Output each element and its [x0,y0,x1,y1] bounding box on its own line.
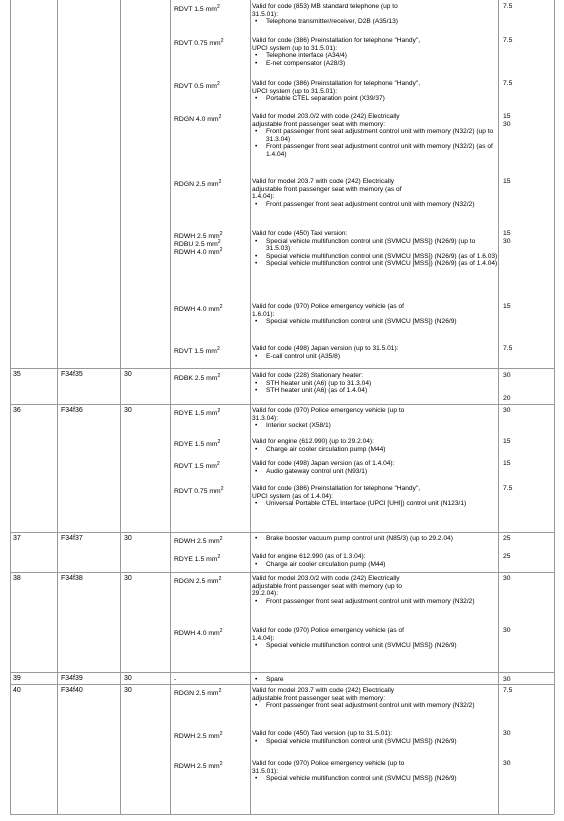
fuse-rating: 30 [124,675,132,682]
consumer-amperage: 30 [503,760,511,767]
consumer-item: • Special vehicle multifunction control unit (SVMCU [MSS]) (N26/9) (as of 1.4.04) [252,260,498,268]
superscript: 2 [217,408,221,414]
wire-designation: RDVT 0.5 $mm^2$ [174,81,220,90]
validity-text: Valid for code (970) Police emergency vehicle (up to [252,407,405,414]
consumer-amperage: 30 [503,407,511,414]
fuse-rating: 30 [124,575,132,582]
consumer-description [252,575,498,605]
superscript: 2 [216,4,220,10]
consumer-description [252,113,498,159]
consumer-item: • Special vehicle multifunction control unit (SVMCU [MSS]) (N26/9) [252,775,498,783]
wire-designation: RDWH 4.0 $mm^2$ [174,304,223,313]
superscript: 2 [218,576,222,582]
superscript: 2 [219,247,223,253]
validity-text: Valid for code (450) Taxi version: [252,230,348,237]
consumer-item: • Special vehicle multifunction control unit (SVMCU [MSS]) (N26/9) [252,318,498,326]
consumer-description [252,80,498,103]
consumer-list [252,318,498,326]
validity-text: 1.4.04): [252,634,275,642]
fuse-rating: 30 [124,687,132,694]
consumer-list [252,535,498,543]
superscript: 2 [216,461,220,467]
consumer-item: • Spare [252,676,498,684]
consumer-item: • Charge air cooler circulation pump (M44) [252,561,498,569]
wire-designation: - [174,676,177,683]
consumer-amperage: 30 [503,121,511,128]
validity-text: Valid for engine 612.990 (as of 1.3.04): [252,553,366,560]
fuse-number: 39 [13,675,21,682]
validity-text: UPCI system (up to 31.5.01): [252,87,338,95]
validity-text: 1.6.01): [252,310,275,318]
row-separator [10,404,554,405]
consumer-description [252,485,498,508]
wire-designation: RDVT 0.75 $mm^2$ [174,486,224,495]
consumer-amperage: 15 [503,230,511,237]
validity-text: Valid for code (386) Preinstallation for telephone "Handy", [252,485,421,492]
consumer-item: • E-net compensator (A28/3) [252,60,498,68]
consumer-item: • Front passenger front seat adjustment control unit with memory (N32/2) (up to 31.3.04) [252,128,498,143]
consumer-item: • Special vehicle multifunction control unit (SVMCU [MSS]) (N26/9) [252,738,498,746]
validity-text: adjustable front passenger seat with memory (as of [252,185,402,193]
superscript: 2 [219,761,223,767]
consumer-list [252,676,498,684]
column-rule [170,0,171,814]
validity-text: Valid for engine (612.990) (up to 29.2.04): [252,438,374,445]
column-rule [57,0,58,814]
wire-designation: RDWH 2.5 $mm^2$ [174,231,223,240]
consumer-amperage: 25 [503,553,511,560]
validity-text: Valid for code (386) Preinstallation for telephone "Handy", [252,37,421,44]
consumer-amperage: 7.5 [503,80,513,87]
validity-text: 31.5.01): [252,10,279,18]
consumer-amperage: 30 [503,676,511,683]
validity-text: Valid for code (853) MB standard telephone (up to [252,3,398,10]
fuse-rating: 30 [124,371,132,378]
fuse-number: 40 [13,687,21,694]
consumer-description [252,730,498,745]
wire-designation: RDWH 2.5 $mm^2$ [174,761,223,770]
validity-text: UPCI system (as of 1.4.04): [252,492,333,500]
consumer-list [252,642,498,650]
column-rule [498,0,499,814]
consumer-list [252,468,498,476]
consumer-amperage: 25 [503,535,511,542]
wire-designation: RDWH 4.0 $mm^2$ [174,247,223,256]
wire-designation: RDVT 1.5 $mm^2$ [174,461,220,470]
validity-text: Valid for code (970) Police emergency vehicle (as of [252,303,404,310]
consumer-amperage: 30 [503,575,511,582]
consumer-amperage: 7.5 [503,345,513,352]
consumer-description [252,438,498,453]
validity-text: adjustable front passenger seat with memory: [252,120,386,128]
fuse-number: 36 [13,407,21,414]
consumer-amperage: 20 [503,395,511,402]
fuse-rating: 30 [124,407,132,414]
wire-designation: RDVT 0.75 $mm^2$ [174,38,224,47]
consumer-list [252,52,498,67]
wire-designation: RDYE 1.5 $mm^2$ [174,408,221,417]
consumer-list [252,422,498,430]
fuse-designation: F34f40 [61,687,83,694]
consumer-list [252,353,498,361]
column-rule [10,0,11,814]
wire-designation: RDGN 4.0 $mm^2$ [174,114,222,123]
consumer-description [252,627,498,650]
consumer-amperage: 15 [503,303,511,310]
consumer-list [252,238,498,268]
consumer-description [252,303,498,326]
wire-designation: RDVT 1.5 $mm^2$ [174,4,220,13]
wire-designation: RDVT 1.5 $mm^2$ [174,346,220,355]
consumer-amperage: 15 [503,113,511,120]
column-rule [250,0,251,814]
consumer-item: • Front passenger front seat adjustment control unit with memory (N32/2) [252,702,498,710]
superscript: 2 [218,688,222,694]
validity-text: 31.3.04): [252,414,279,422]
validity-text: Valid for code (450) Taxi version (up to 31.5.01): [252,730,393,737]
superscript: 2 [219,304,223,310]
superscript: 2 [219,231,223,237]
consumer-amperage: 7.5 [503,37,513,44]
consumer-item: • Universal Portable CTEL Interface (UPCI [UHI]) control unit (N123/1) [252,500,498,508]
consumer-item: • Telephone interface (A34/4) [252,52,498,60]
consumer-amperage: 7.5 [503,3,513,10]
consumer-description [252,535,498,543]
validity-text: Valid for code (498) Japan version (up to 31.5.01): [252,345,399,352]
consumer-list [252,380,498,395]
consumer-description [252,407,498,430]
consumer-item: • Interior socket (X58/1) [252,422,498,430]
superscript: 2 [220,38,224,44]
consumer-item: • Portable CTEL separation point (X39/37) [252,95,498,103]
consumer-list [252,738,498,746]
consumer-amperage: 7.5 [503,485,513,492]
consumer-item: • Special vehicle multifunction control unit (SVMCU [MSS]) (N26/9) [252,642,498,650]
consumer-list [252,598,498,606]
consumer-list [252,775,498,783]
superscript: 2 [219,628,223,634]
consumer-amperage: 15 [503,438,511,445]
validity-text: Valid for code (970) Police emergency vehicle (up to [252,760,405,767]
consumer-description [252,687,498,710]
consumer-list [252,201,498,209]
superscript: 2 [218,179,222,185]
row-separator [10,672,554,673]
validity-text: 29.2.04): [252,590,279,598]
column-rule [120,0,121,814]
wire-designation: RDBU 2.5 $mm^2$ [174,239,221,248]
consumer-list [252,95,498,103]
wire-designation: RDGN 2.5 $mm^2$ [174,688,222,697]
wire-designation: RDGN 2.5 $mm^2$ [174,179,222,188]
consumer-amperage: 30 [503,627,511,634]
validity-text: Valid for code (228) Stationary heater: [252,372,363,379]
fuse-number: 37 [13,535,21,542]
validity-text: adjustable front passenger seat with memory: [252,694,386,702]
row-separator [10,368,554,369]
fuse-designation: F34f36 [61,407,83,414]
fuse-designation: F34f39 [61,675,83,682]
validity-text: Valid for model 203.7 with code (242) Electrically [252,687,395,694]
validity-text: 1.4.04): [252,193,275,201]
wire-designation: RDWH 4.0 $mm^2$ [174,628,223,637]
row-separator [10,572,554,573]
superscript: 2 [217,239,221,245]
consumer-list [252,18,498,26]
validity-text: Valid for code (498) Japan version (as of 1.4.04): [252,460,395,467]
consumer-description [252,553,498,568]
consumer-amperage: 15 [503,460,511,467]
consumer-list [252,128,498,158]
superscript: 2 [217,554,221,560]
consumer-item: • STH heater unit (A6) (as of 1.4.04) [252,387,498,395]
fuse-designation: F34f38 [61,575,83,582]
consumer-item: • Front passenger front seat adjustment control unit with memory (N32/2) (as of 1.4.04) [252,143,498,158]
consumer-description [252,676,498,684]
consumer-amperage: 15 [503,178,511,185]
validity-text: 31.5.01): [252,767,279,775]
consumer-description [252,3,498,26]
wire-designation: RDWH 2.5 $mm^2$ [174,536,223,545]
column-rule [554,0,555,814]
wire-designation: RDBK 2.5 $mm^2$ [174,373,221,382]
consumer-list [252,561,498,569]
fuse-number: 38 [13,575,21,582]
consumer-list [252,702,498,710]
consumer-description [252,460,498,475]
row-separator [10,532,554,533]
consumer-description [252,372,498,395]
consumer-description [252,178,498,208]
consumer-amperage: 30 [503,730,511,737]
superscript: 2 [219,731,223,737]
validity-text: Valid for code (970) Police emergency vehicle (as of [252,627,404,634]
wire-designation: RDWH 2.5 $mm^2$ [174,731,223,740]
consumer-item: • Front passenger front seat adjustment control unit with memory (N32/2) [252,598,498,606]
consumer-amperage: 30 [503,238,511,245]
consumer-item: • Charge air cooler circulation pump (M44) [252,446,498,454]
fuse-number: 35 [13,371,21,378]
superscript: 2 [216,81,220,87]
consumer-list [252,500,498,508]
consumer-item: • Brake booster vacuum pump control unit (N85/3) (up to 29.2.04) [252,535,498,543]
wire-designation: RDYE 1.5 $mm^2$ [174,439,221,448]
consumer-item: • Front passenger front seat adjustment control unit with memory (N32/2) [252,201,498,209]
consumer-item: • Telephone transmitter/receiver, D2B (A35/13) [252,18,498,26]
validity-text: Valid for code (386) Preinstallation for telephone "Handy", [252,80,421,87]
consumer-item: • Audio gateway control unit (N93/1) [252,468,498,476]
consumer-description [252,37,498,67]
consumer-amperage: 30 [503,372,511,379]
consumer-description [252,760,498,783]
superscript: 2 [217,373,221,379]
consumer-list [252,446,498,454]
fuse-designation: F34f35 [61,371,83,378]
row-separator [10,684,554,685]
validity-text: UPCI system (up to 31.5.01): [252,44,338,52]
validity-text: Valid for model 203.0/2 with code (242) Electrically [252,575,400,582]
table-bottom-border [10,814,554,815]
superscript: 2 [217,439,221,445]
consumer-amperage: 7.5 [503,687,513,694]
fuse-rating: 30 [124,535,132,542]
superscript: 2 [216,346,220,352]
wire-designation: RDGN 2.5 $mm^2$ [174,576,222,585]
wire-designation: RDYE 1.5 $mm^2$ [174,554,221,563]
superscript: 2 [220,486,224,492]
superscript: 2 [219,536,223,542]
consumer-item: • Special vehicle multifunction control unit (SVMCU [MSS]) (N26/9) (up to 31.5.03) [252,238,498,253]
validity-text: Valid for model 203.7 with code (242) Electrically [252,178,395,185]
superscript: 2 [218,114,222,120]
consumer-description [252,345,498,360]
consumer-item: • STH heater unit (A6) (up to 31.3.04) [252,380,498,388]
validity-text: adjustable front passenger seat with memory (up to [252,582,402,590]
fuse-designation: F34f37 [61,535,83,542]
validity-text: Valid for model 203.0/2 with code (242) Electrically [252,113,400,120]
consumer-item: • Special vehicle multifunction control unit (SVMCU [MSS]) (N26/9) (as of 1.6.03) [252,253,498,261]
consumer-description [252,230,498,268]
consumer-item: • E-call control unit (A35/8) [252,353,498,361]
